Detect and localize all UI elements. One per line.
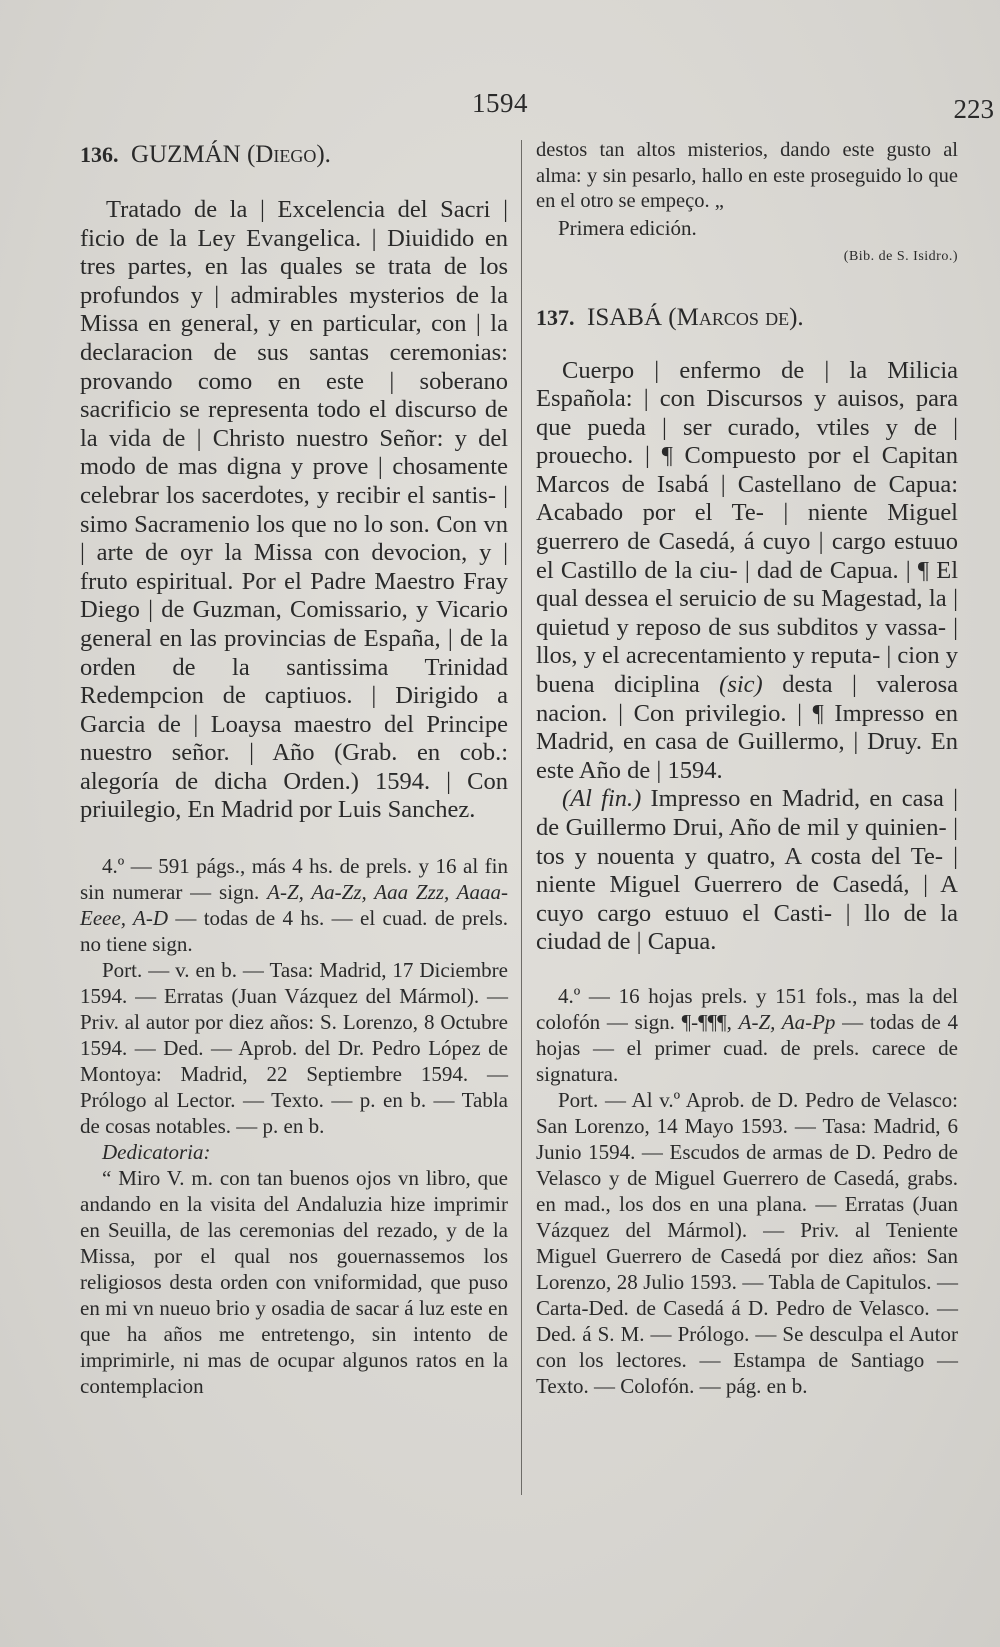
right-column bbox=[536, 138, 958, 1399]
column-divider bbox=[521, 140, 522, 1495]
entry-136-collation: 4.º — 591 págs., más 4 hs. de prels. y 16 al fin sin numerar — sign. A-Z, Aa-Zz, Aaa Zzz, Aaaa-Eeee, A-D — todas de 4 hs. — el cuad. de prels. no tiene sign. bbox=[80, 854, 508, 957]
entry-136-dedication-label: Dedicatoria: bbox=[102, 1140, 211, 1165]
entry-137-contents: Port. — Al v.º Aprob. de D. Pedro de Velasco: San Lorenzo, 14 Mayo 1593. — Tasa: Madrid, 6 Junio 1594. — Escudos de armas de D. Pedro de Velasco y de Miguel Guerrero de Casedá, grabs. en mad., los dos en una plana. — Erratas (Juan Vázquez del Mármol). — Priv. al Teniente Miguel Guerrero de Casedá por diez años: San Lorenzo, 28 Julio 1593. — Tabla de Capitulos. — Carta-Ded. de Casedá á D. Pedro de Velasco. — Ded. á S. M. — Prólogo. — Se desculpa el Autor con los lectores. — Estampa de Santiago — Texto. — Colofón. — pág. en b. bbox=[536, 1087, 958, 1398]
page-number: 223 bbox=[953, 94, 994, 124]
entry-136-number: 136. bbox=[80, 142, 119, 167]
entry-136-contents: Port. — v. en b. — Tasa: Madrid, 17 Diciembre 1594. — Erratas (Juan Vázquez del Mármol). — Priv. al autor por diez años: S. Lorenzo, 8 Octubre 1594. — Ded. — Aprob. del Dr. Pedro López de Montoya: Madrid, 22 Septiembre 1594. — Prólogo al Lector. — Texto. — p. en b. — Tabla de cosas notables. — p. en b. bbox=[80, 958, 508, 1139]
entry-137-author: ISABÁ (Marcos de). bbox=[587, 303, 804, 331]
entry-137-colophon: (Al fin.) Impresso en Madrid, en casa | de Guillermo Drui, Año de mil y quinien- | tos y nouenta y quatro, A costa del Te- | niente Miguel Guerrero de Casedá, | A cuyo cargo estuuo el Casti- | llo de la ciudad de | Capua. bbox=[536, 785, 958, 956]
entry-136-edition: Primera edición. bbox=[558, 215, 697, 240]
entry-136-title: Tratado de la | Excelencia del Sacri | ficio de la Ley Evangelica. | Diuidido en tres partes, en las quales se trata de los profundos y | admirables mysterios de la Missa en general, y en particular, con | la declaracion de sus santas ceremonias: provando como en este | soberano sacrificio se representa todo el discurso de la vida de | Christo nuestro Señor: y del modo de mas digna y prove | chosamente celebrar los sacerdotes, y recibir el santis- | simo Sacramenio los que no lo son. Con vn | arte de oyr la Missa con devocion, y | fruto espiritual. Por el Padre Maestro Fray Diego | de Guzman, Comissario, y Vicario general en las provincias de España, | de la orden de la santissima Trinidad Redempcion de captiuos. | Dirigido a Garcia de | Loaysa maestro del Principe nuestro señor. | Año (Grab. en cob.: alegoría de dicha Orden.) 1594. | Con priuilegio, En Madrid por Luis Sanchez. bbox=[80, 196, 508, 824]
left-column bbox=[80, 138, 508, 1399]
entry-137-heading bbox=[536, 303, 958, 333]
entry-136-dedication-continued: destos tan altos misterios, dando este gusto al alma: y sin pesarlo, hallo en este proseguido lo que en el otro se empeço. „ bbox=[536, 139, 958, 212]
entry-136-heading bbox=[80, 140, 508, 170]
entry-136-author: GUZMÁN (Diego). bbox=[131, 141, 331, 168]
entry-136-dedication-text: “ Miro V. m. con tan buenos ojos vn libro, que andando en la visita del Andaluzia hize imprimir en Seuilla, de las ceremonias del rezado, y de la Missa, por el qual nos gouernassemos los religiosos desta orden con vniformidad, que puso en mi vn nueuo brio y osadia de sacar á luz este en que ha años me entretengo, sin intento de imprimirle, ni mas de ocupar algunos ratos en la contemplacion bbox=[80, 1166, 508, 1399]
entry-137-number: 137. bbox=[536, 304, 575, 330]
running-header-year: 1594 bbox=[472, 88, 528, 118]
entry-137-collation: 4.º — 16 hojas prels. y 151 fols., mas la del colofón — sign. ¶-¶¶¶, A-Z, Aa-Pp — todas de 4 hojas — el primer cuad. de prels. carece de signatura. bbox=[536, 983, 959, 1086]
entry-136-library: (Bib. de S. Isidro.) bbox=[843, 248, 958, 264]
entry-137-title: Cuerpo | enfermo de | la Milicia Española: | con Discursos y auisos, para que pueda | ser curado, vtiles y de | prouecho. | ¶ Compuesto por el Capitan Marcos de Isabá | Castellano de Capua: Acabado por el Te- | niente Miguel guerrero de Casedá, á cuyo | cargo estuuo el Castillo de la ciu- | dad de Capua. | ¶ El qual dessea el seruicio de su Magestad, la | quietud y reposo de sus subditos y vassa- | llos, y el acrecentamiento y reputa- | cion y buena diciplina (sic) desta | valerosa nacion. | Con privilegio. | ¶ Impresso en Madrid, en casa de Guillermo, | Druy. En este Año de | 1594. bbox=[536, 356, 958, 784]
